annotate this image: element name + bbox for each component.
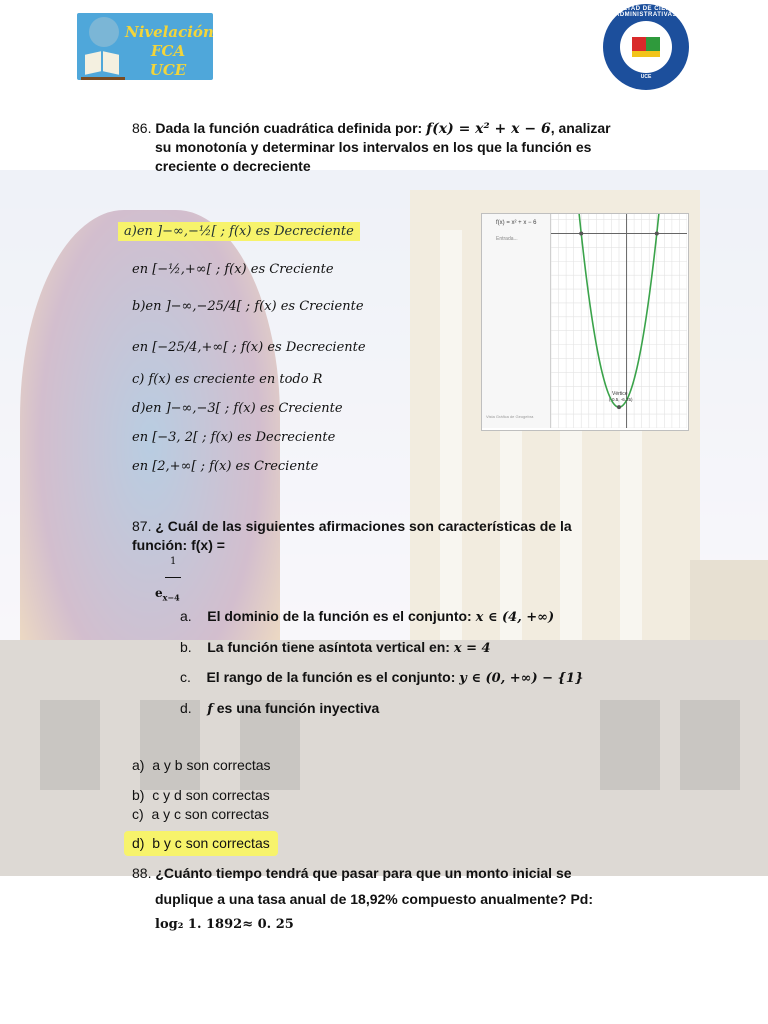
- q86-option-b-line2: en [−25/4,+∞[ ; f(x) es Decreciente: [132, 340, 366, 355]
- graph-footer: Vista Gráfica de Geogebra: [486, 414, 534, 419]
- q87-answer-a: a) a y b son correctas: [132, 757, 271, 773]
- function-input: f(x) = x² + x − 6: [496, 220, 537, 226]
- root-point: [655, 231, 659, 235]
- q87-answer-b: b) c y d son correctas: [132, 787, 270, 803]
- root-point: [579, 231, 583, 235]
- q87-item-a: a. El dominio de la función es el conjunto: x ∈ (4, +∞): [180, 608, 555, 625]
- q87-exp-top: 1: [170, 556, 177, 567]
- q86-line2: su monotonía y determinar los intervalos en los que la función es: [155, 139, 592, 155]
- q86-option-d-line1: d)en ]−∞,−3[ ; f(x) es Creciente: [132, 401, 343, 416]
- q87-item-b: b. La función tiene asíntota vertical en: x = 4: [180, 639, 491, 656]
- q87-exp-base: $e_{x-4}$: [155, 586, 180, 603]
- input-hint: Entrada...: [496, 236, 518, 242]
- q86-number: 86.: [132, 120, 152, 136]
- q86-option-d-line2: en [−3, 2[ ; f(x) es Decreciente: [132, 430, 336, 445]
- q88-line2: duplique a una tasa anual de 18,92% compuesto anualmente? Pd:: [155, 891, 593, 907]
- q87-line2: función: f(x) =: [132, 537, 225, 553]
- seal-text: FACULTAD DE CIENCIAS ADMINISTRATIVAS: [605, 6, 687, 18]
- q88-number: 88.: [132, 865, 152, 881]
- q87-line1: [132, 517, 572, 536]
- q87-answer-d-highlighted: d) b y c son correctas: [124, 831, 278, 856]
- q88-line3: log₂ 1. 1892≈ 0. 25: [155, 917, 294, 932]
- parabola-plot: [551, 214, 687, 428]
- vertex-coords: (-0.5, -6.25): [609, 397, 633, 403]
- q88-text1: ¿Cuánto tiempo tendrá que pasar para que un monto inicial se: [155, 865, 572, 881]
- fraction-bar: [165, 577, 181, 578]
- vertex-point: [617, 405, 621, 409]
- q87-item-d: d. f es una función inyectiva: [180, 700, 380, 717]
- q86-formula: f(x) = x² + x − 6: [426, 121, 551, 137]
- q87-number: 87.: [132, 518, 152, 534]
- seal-uce: UCE: [640, 74, 652, 80]
- geogebra-graph: [481, 213, 689, 431]
- q86-option-a-line2: en [−½,+∞[ ; f(x) es Creciente: [132, 262, 334, 277]
- q87-answer-c: c) a y c son correctas: [132, 806, 269, 822]
- algebra-panel: [482, 214, 551, 428]
- q87-item-c: c. El rango de la función es el conjunto: y ∈ (0, +∞) − {1}: [180, 669, 584, 686]
- q88-line1: [132, 864, 572, 883]
- q87-text1: ¿ Cuál de las siguientes afirmaciones son características de la: [155, 518, 572, 534]
- q86-option-a-line1: a)en ]−∞,−½[ ; f(x) es Decreciente: [118, 222, 360, 241]
- q87-exp-sub: x−4: [162, 592, 180, 603]
- vertex-label: Vértice: [612, 391, 628, 398]
- q86-text1: Dada la función cuadrática definida por:: [155, 120, 423, 136]
- faculty-seal-icon: [603, 4, 689, 90]
- logo-title: Nivelación FCA: [125, 23, 214, 60]
- tree-icon: [89, 17, 119, 47]
- q86-option-d-line3: en [2,+∞[ ; f(x) es Creciente: [132, 459, 319, 474]
- book-icon: [81, 47, 125, 80]
- q86-line1: [132, 119, 611, 139]
- q86-line3: creciente o decreciente: [155, 158, 311, 174]
- q86-text1-end: , analizar: [550, 120, 611, 136]
- q86-option-b-line1: b)en ]−∞,−25/4[ ; f(x) es Creciente: [132, 299, 364, 314]
- nivelacion-fca-logo: [77, 13, 213, 80]
- q86-option-c: c) f(x) es creciente en todo R: [132, 372, 323, 387]
- logo-subtitle: UCE: [149, 61, 187, 79]
